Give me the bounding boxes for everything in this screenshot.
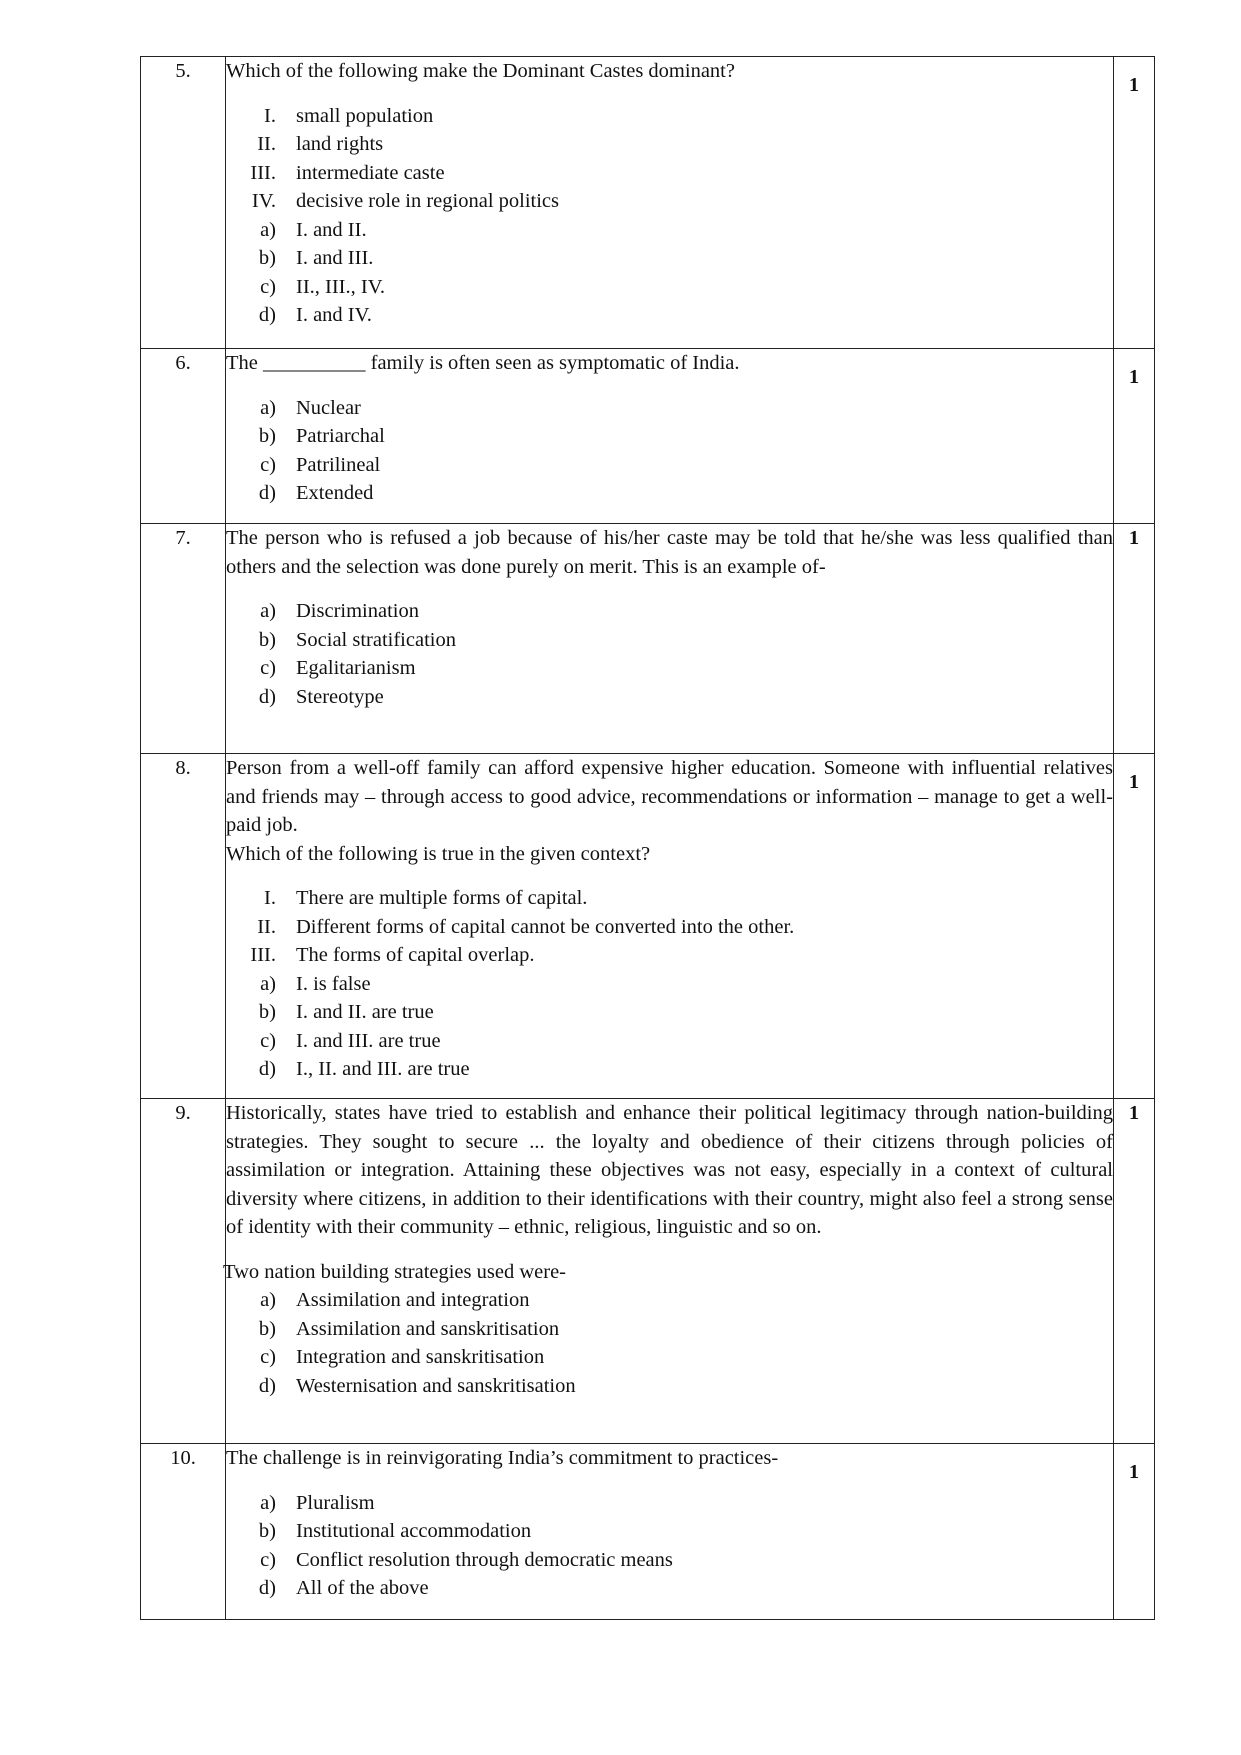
statement-item xyxy=(226,913,1113,942)
option-text: I. and III. are true xyxy=(296,1029,441,1052)
option-label: a) xyxy=(260,218,276,241)
option-label: a) xyxy=(260,396,276,419)
option-item xyxy=(226,422,1113,451)
question-number: 10. xyxy=(141,1444,226,1620)
option-text: II., III., IV. xyxy=(296,275,385,298)
statement-text: decisive role in regional politics xyxy=(296,190,560,212)
statement-label: II. xyxy=(257,915,276,938)
option-label: a) xyxy=(260,1289,276,1311)
option-label: d) xyxy=(258,685,276,708)
question-marks xyxy=(1114,754,1155,1099)
question-number: 8. xyxy=(141,754,226,1099)
question-stem-line: Which of the following is true in the given context? xyxy=(226,842,651,865)
statement-item xyxy=(226,102,1113,131)
option-text: I. and III. xyxy=(296,247,374,269)
option-item xyxy=(226,394,1113,423)
option-item xyxy=(226,1574,1113,1603)
option-label: b) xyxy=(258,247,276,269)
option-text: Assimilation and sanskritisation xyxy=(296,1317,560,1340)
question-row xyxy=(141,754,1155,1099)
question-stem: The __________ family is often seen as symptomatic of India. xyxy=(226,352,740,374)
option-item xyxy=(226,1489,1113,1518)
statement-text: intermediate caste xyxy=(296,161,445,184)
option-text: Assimilation and integration xyxy=(296,1289,530,1311)
option-label: d) xyxy=(258,1374,276,1397)
option-item xyxy=(226,1055,1113,1084)
statement-item xyxy=(226,884,1113,913)
question-marks xyxy=(1114,349,1155,524)
option-item xyxy=(226,1315,1113,1344)
question-number: 6. xyxy=(141,349,226,524)
marks-value: 1 xyxy=(1128,74,1140,96)
option-label: a) xyxy=(260,600,276,622)
option-text: Pluralism xyxy=(296,1491,375,1514)
marks-value: 1 xyxy=(1128,366,1140,388)
option-text: Social stratification xyxy=(296,628,456,651)
statement-label: I. xyxy=(264,887,276,909)
option-item xyxy=(226,1343,1113,1372)
option-item xyxy=(226,1027,1113,1056)
option-item xyxy=(226,244,1113,273)
statement-text: The forms of capital overlap. xyxy=(296,944,535,966)
options-intro: Two nation building strategies used were- xyxy=(223,1260,566,1283)
option-text: Extended xyxy=(296,482,374,504)
statement-item xyxy=(226,159,1113,188)
marks-value: 1 xyxy=(1128,527,1140,549)
option-item xyxy=(226,1517,1113,1546)
option-text: I. and II. are true xyxy=(296,1001,434,1023)
option-text: Discrimination xyxy=(296,600,419,622)
option-item xyxy=(226,216,1113,245)
statement-text: There are multiple forms of capital. xyxy=(296,887,588,909)
option-label: b) xyxy=(258,1001,276,1023)
question-table xyxy=(140,56,1155,1620)
question-row xyxy=(141,524,1155,754)
question-row xyxy=(141,1444,1155,1620)
option-text: Integration and sanskritisation xyxy=(296,1346,545,1368)
question-row xyxy=(141,1099,1155,1444)
question-number: 9. xyxy=(141,1099,226,1444)
question-number: 7. xyxy=(141,524,226,754)
statement-label: III. xyxy=(250,944,276,966)
statement-text: small population xyxy=(296,104,434,127)
option-label: d) xyxy=(258,304,276,326)
option-text: Egalitarianism xyxy=(296,657,416,679)
option-text: I. and IV. xyxy=(296,304,372,326)
question-stem: Historically, states have tried to establish and enhance their political legitimacy through nation-building strategies. They sought to secure ... the loyalty and obedience of their citizens through policies of assimilation or integration. Attaining these objectives was not easy, especially in a context of cultural diversity where citizens, in addition to their identifications with their country, might also feel a strong sense of identity with their community – ethnic, religious, linguistic and so on. xyxy=(226,1102,1113,1238)
option-item xyxy=(226,998,1113,1027)
option-item xyxy=(226,626,1113,655)
option-text: Conflict resolution through democratic means xyxy=(296,1548,673,1571)
marks-value: 1 xyxy=(1128,771,1140,793)
option-label: c) xyxy=(260,453,276,476)
statement-item xyxy=(226,941,1113,970)
option-label: b) xyxy=(258,628,276,651)
option-text: Stereotype xyxy=(296,685,384,708)
option-item xyxy=(226,683,1113,712)
option-label: b) xyxy=(258,1317,276,1340)
option-label: d) xyxy=(258,1577,276,1599)
option-text: I. is false xyxy=(296,972,371,995)
option-text: Nuclear xyxy=(296,396,361,419)
option-label: c) xyxy=(260,657,276,679)
option-item xyxy=(226,273,1113,302)
question-body xyxy=(226,754,1114,1099)
question-body xyxy=(223,1099,1114,1444)
option-text: Westernisation and sanskritisation xyxy=(296,1374,576,1397)
option-item xyxy=(226,479,1113,508)
option-item xyxy=(226,1372,1113,1401)
question-marks xyxy=(1114,1444,1155,1620)
statement-label: III. xyxy=(250,161,276,184)
question-stem: The person who is refused a job because of his/her caste may be told that he/she was less qualified than others and the selection was done purely on merit. This is an example of- xyxy=(226,527,1113,578)
question-body xyxy=(226,524,1114,754)
option-item xyxy=(226,451,1113,480)
option-label: a) xyxy=(260,972,276,995)
question-stem: The challenge is in reinvigorating India’s commitment to practices- xyxy=(226,1447,779,1469)
question-marks xyxy=(1114,524,1155,754)
statement-label: II. xyxy=(257,133,276,155)
question-stem: Person from a well-off family can afford expensive higher education. Someone with influential relatives and friends may – through access to good advice, recommendations or information – manage to get a well-paid job. xyxy=(226,757,1113,836)
option-item xyxy=(226,1546,1113,1575)
option-item xyxy=(226,597,1113,626)
statement-text: Different forms of capital cannot be converted into the other. xyxy=(296,915,795,938)
option-label: b) xyxy=(258,1520,276,1542)
option-label: d) xyxy=(258,1058,276,1080)
statement-item xyxy=(226,130,1113,159)
option-text: I., II. and III. are true xyxy=(296,1058,470,1080)
option-item xyxy=(226,301,1113,330)
question-stem: Which of the following make the Dominant Castes dominant? xyxy=(226,60,735,82)
question-number: 5. xyxy=(141,57,226,349)
option-label: d) xyxy=(258,482,276,504)
option-label: b) xyxy=(258,425,276,447)
statement-item xyxy=(226,187,1113,216)
option-label: c) xyxy=(260,275,276,298)
question-body xyxy=(226,57,1114,349)
option-item xyxy=(226,654,1113,683)
option-item xyxy=(226,970,1113,999)
option-label: c) xyxy=(260,1548,276,1571)
statement-label: I. xyxy=(264,104,276,127)
option-text: Patrilineal xyxy=(296,453,381,476)
option-text: All of the above xyxy=(296,1577,429,1599)
option-text: Institutional accommodation xyxy=(296,1520,532,1542)
question-body xyxy=(226,349,1114,524)
option-label: c) xyxy=(260,1029,276,1052)
statement-text: land rights xyxy=(296,133,384,155)
option-label: c) xyxy=(260,1346,276,1368)
statement-label: IV. xyxy=(251,190,276,212)
option-item xyxy=(226,1286,1113,1315)
question-body xyxy=(226,1444,1114,1620)
option-text: Patriarchal xyxy=(296,425,385,447)
question-marks xyxy=(1114,57,1155,349)
option-text: I. and II. xyxy=(296,218,367,241)
question-marks xyxy=(1114,1099,1155,1444)
option-label: a) xyxy=(260,1491,276,1514)
marks-value: 1 xyxy=(1128,1461,1140,1483)
question-row xyxy=(141,349,1155,524)
marks-value: 1 xyxy=(1128,1102,1140,1124)
question-row xyxy=(141,57,1155,349)
